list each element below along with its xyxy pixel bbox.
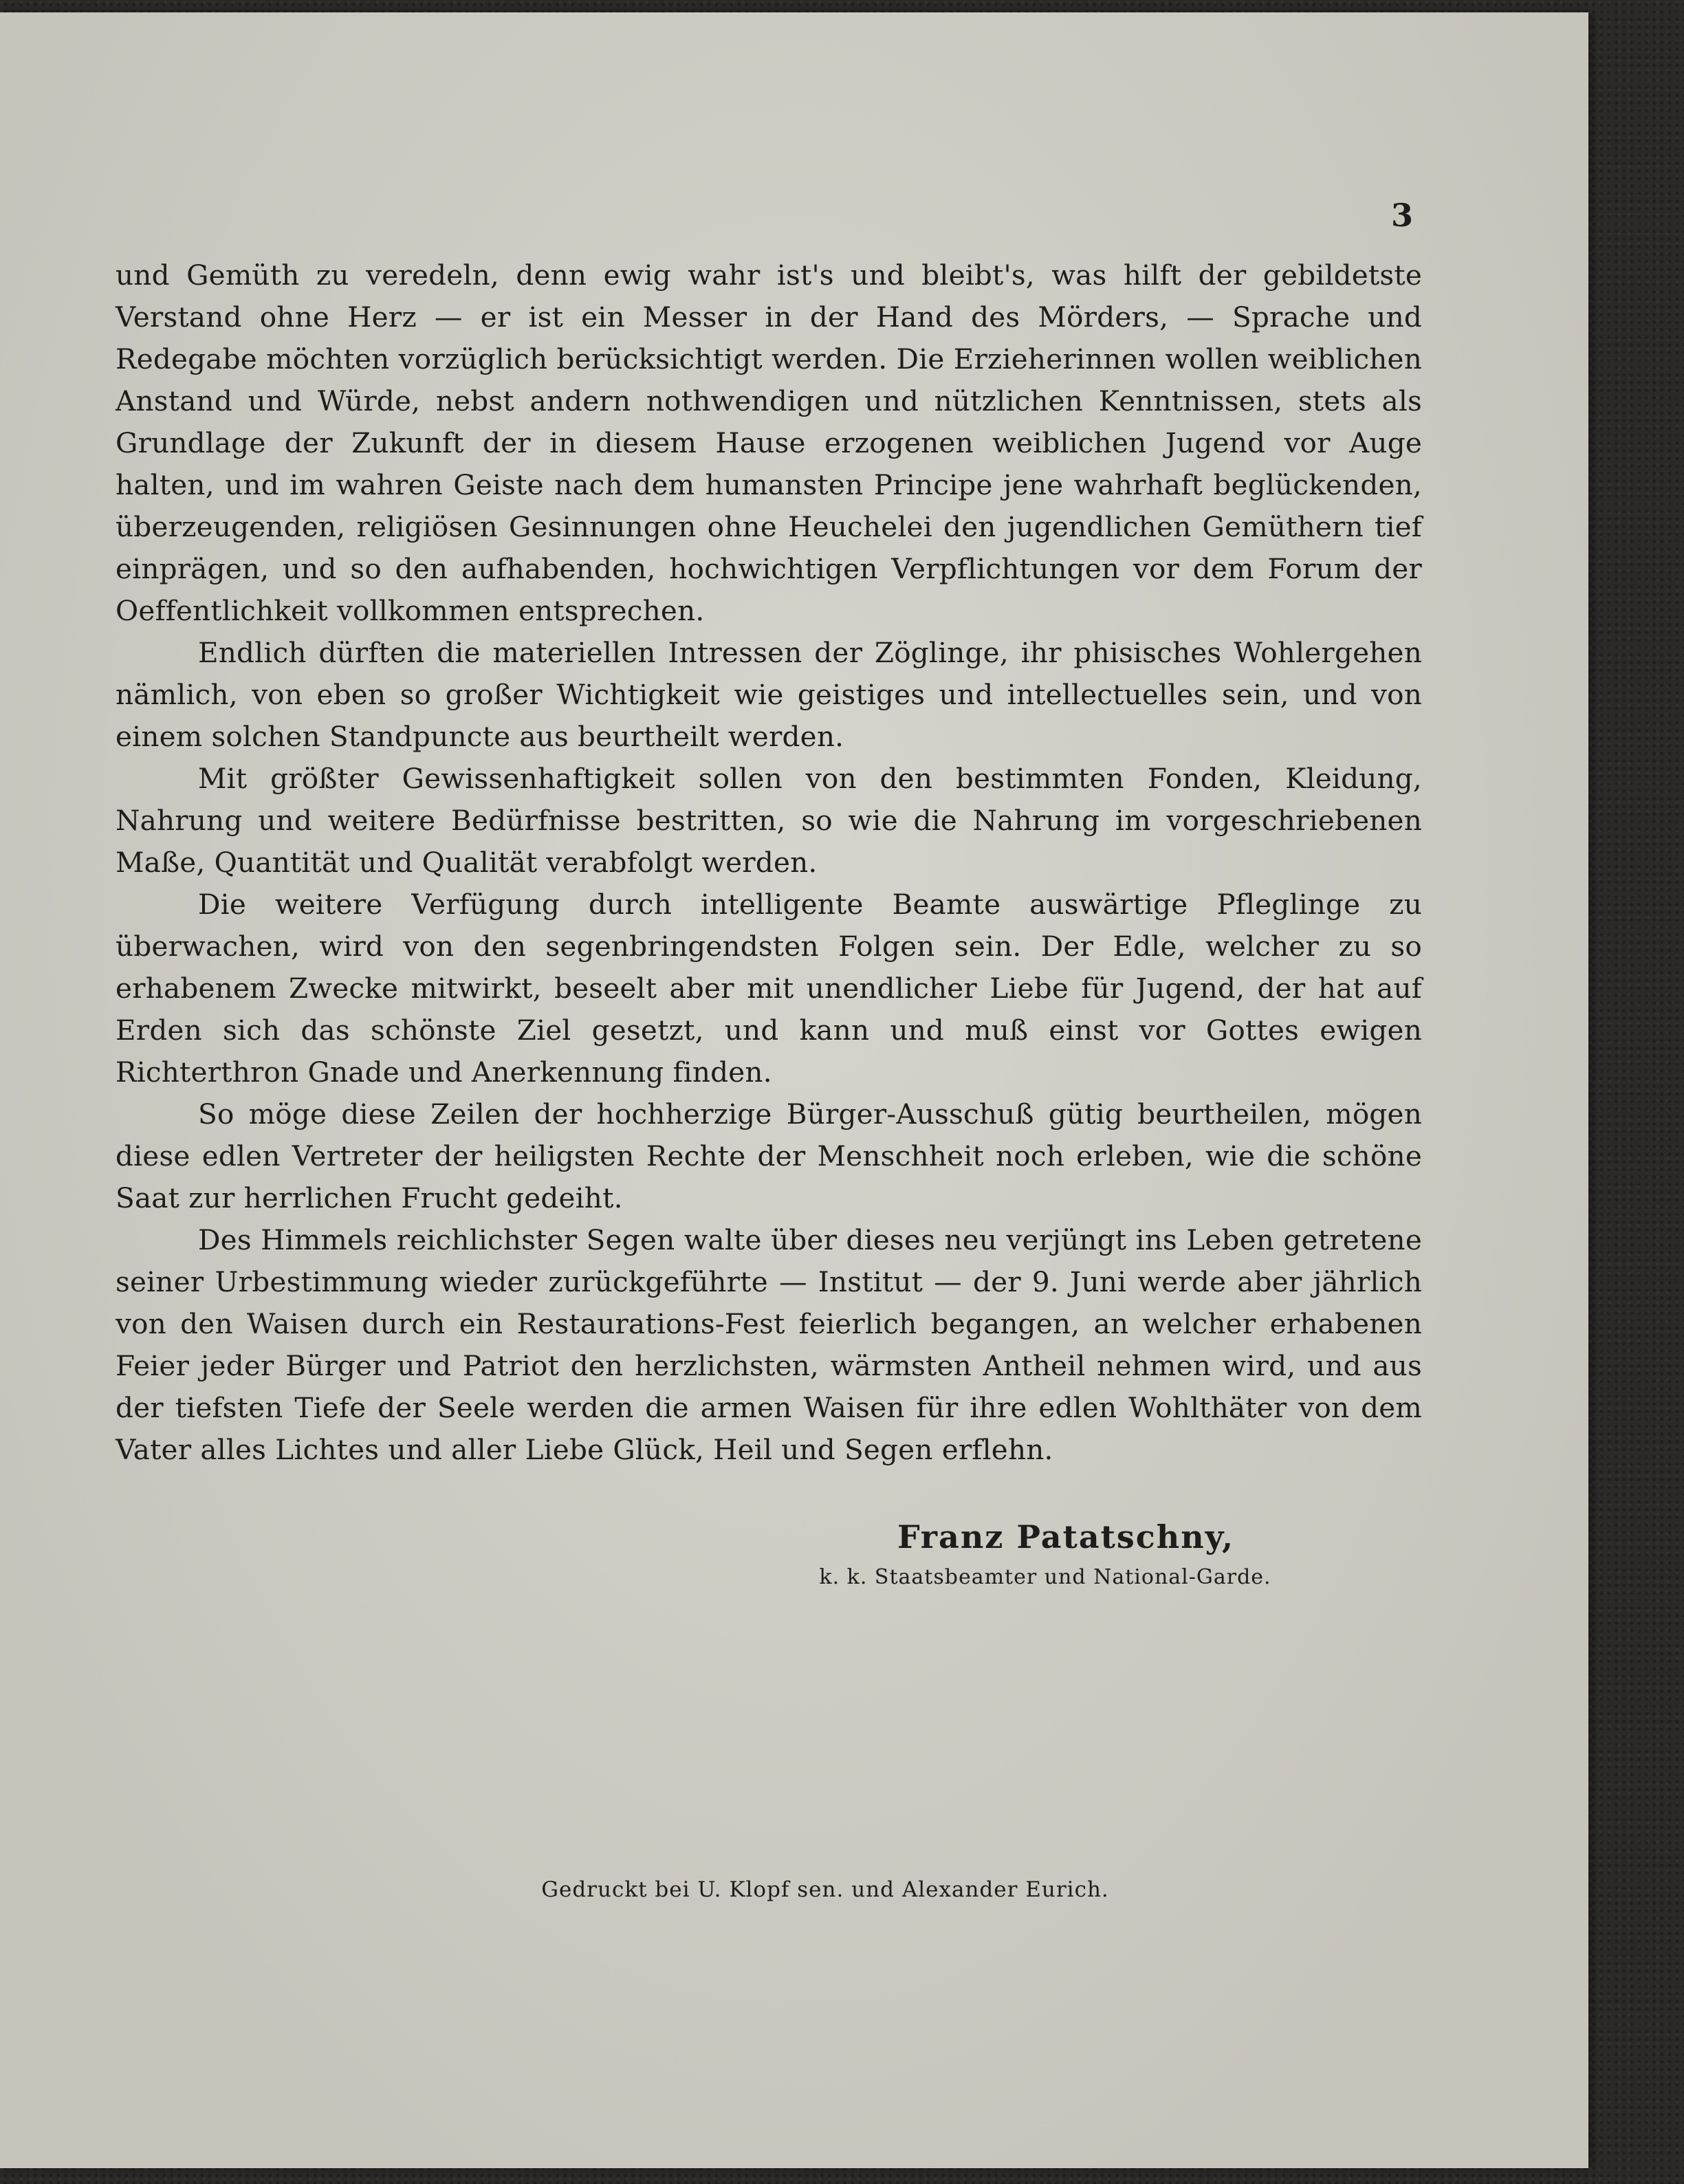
body-text	[116, 254, 1422, 1471]
page-number: 3	[1390, 197, 1413, 234]
paragraph-3: Mit größter Gewissenhaftigkeit sollen von den bestimmten Fonden, Kleidung, Nahrung und weitere Bedürfnisse bestritten, so wie die Nahrung im vorgeschriebenen Maße, Quantität und Qualität verabfolgt werden.	[116, 762, 1422, 879]
signature-title: k. k. Staatsbeamter und National-Garde.	[819, 1565, 1271, 1589]
paragraph-1: und Gemüth zu veredeln, denn ewig wahr ist's und bleibt's, was hilft der gebildetste Verstand ohne Herz — er ist ein Messer in der Hand des Mörders, — Sprache und Redegabe möchten vorzüglich berücksichtigt werden. Die Erzieherinnen wollen weiblichen Anstand und Würde, nebst andern nothwendigen und nützlichen Kenntnissen, stets als Grundlage der Zukunft der in diesem Hause erzogenen weiblichen Jugend vor Auge halten, und im wahren Geiste nach dem humansten Principe jene wahrhaft beglückenden, überzeugenden, religiösen Gesinnungen ohne Heuchelei den jugendlichen Gemüthern tief einprägen, und so den aufhabenden, hochwichtigen Verpflichtungen vor dem Forum der Oeffentlichkeit vollkommen entsprechen.	[116, 259, 1422, 627]
document-page	[0, 12, 1588, 2168]
paragraph-4: Die weitere Verfügung durch intelligente Beamte auswärtige Pfleglinge zu überwachen, wird von den segenbringendsten Folgen sein. Der Edle, welcher zu so erhabenem Zwecke mitwirkt, beseelt aber mit unendlicher Liebe für Jugend, der hat auf Erden sich das schönste Ziel gesetzt, und kann und muß einst vor Gottes ewigen Richterthron Gnade und Anerkennung finden.	[116, 888, 1422, 1089]
paragraph-5: So möge diese Zeilen der hochherzige Bürger-Ausschuß gütig beurtheilen, mögen diese edlen Vertreter der heiligsten Rechte der Menschheit noch erleben, wie die schöne Saat zur herrlichen Frucht gedeiht.	[116, 1098, 1422, 1214]
paragraph-6: Des Himmels reichlichster Segen walte über dieses neu verjüngt ins Leben getretene seiner Urbestimmung wieder zurückgeführte — Institut — der 9. Juni werde aber jährlich von den Waisen durch ein Restaurations-Fest feierlich begangen, an welcher erhabenen Feier jeder Bürger und Patriot den herzlichsten, wärmsten Antheil nehmen wird, und aus der tiefsten Tiefe der Seele werden die armen Waisen für ihre edlen Wohlthäter von dem Vater alles Lichtes und aller Liebe Glück, Heil und Segen erflehn.	[116, 1223, 1422, 1466]
printer-imprint: Gedruckt bei U. Klopf sen. und Alexander Eurich.	[541, 1877, 1109, 1902]
signature-block	[784, 1518, 1306, 1589]
signature-name: Franz Patatschny,	[897, 1518, 1235, 1555]
paragraph-2: Endlich dürften die materiellen Intressen der Zöglinge, ihr phisisches Wohlergehen nämlich, von eben so großer Wichtigkeit wie geistiges und intellectuelles sein, und von einem solchen Standpuncte aus beurtheilt werden.	[116, 636, 1422, 753]
